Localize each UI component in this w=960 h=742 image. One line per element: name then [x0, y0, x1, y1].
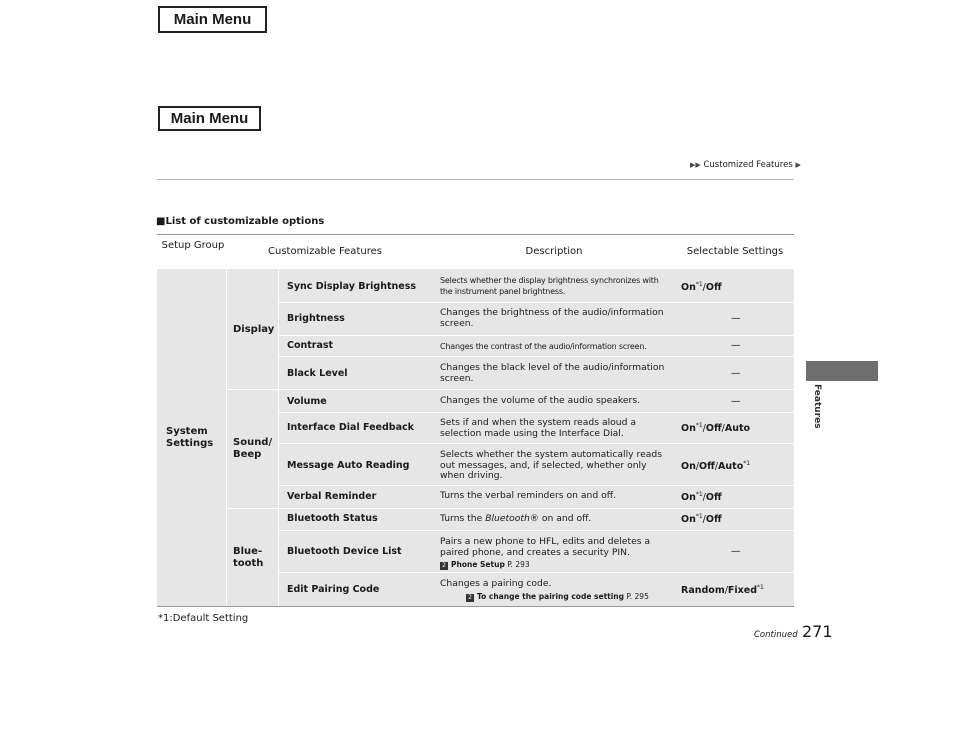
row-divider — [278, 443, 794, 444]
feature-interface-dial-feedback: Interface Dial Feedback — [287, 422, 414, 433]
row-divider — [278, 572, 794, 573]
description: Changes the volume of the audio speakers. — [440, 395, 641, 406]
side-tab-label: Features — [812, 384, 822, 429]
setting-value: — — [731, 313, 741, 324]
footnote: *1:Default Setting — [158, 613, 249, 624]
row-divider — [226, 389, 794, 390]
features-tab[interactable] — [806, 361, 878, 381]
row-divider — [278, 530, 794, 531]
description: Sets if and when the system reads aloud a selection made using the Interface Dial. — [440, 417, 636, 439]
subgroup-display: Display — [233, 324, 275, 335]
subgroup-sound-beep: Sound/ Beep — [233, 437, 273, 460]
feature-contrast: Contrast — [287, 340, 334, 351]
triangle-right-icon: ▶ — [795, 161, 801, 169]
feature-bluetooth-device-list: Bluetooth Device List — [287, 546, 402, 557]
triangle-right-icon: ▶▶ — [690, 161, 701, 169]
reference-arrow-icon: 2 — [440, 562, 448, 570]
column-divider — [278, 269, 279, 607]
description: Changes the contrast of the audio/information screen. — [440, 342, 647, 351]
reference-page: P. 295 — [626, 591, 649, 601]
description-block — [440, 579, 680, 602]
setting-value: — — [731, 546, 741, 557]
breadcrumb-label: Customized Features — [703, 160, 793, 170]
header-divider — [157, 179, 794, 180]
setting-value: — — [731, 368, 741, 379]
row-divider — [278, 302, 794, 303]
setting-value: — — [731, 340, 741, 351]
page-number: 271 — [802, 622, 833, 641]
setting-value: On$^{*1}$/Off — [681, 491, 722, 504]
table-top-border — [157, 234, 794, 235]
description: Pairs a new phone to HFL, edits and deletes a paired phone, and creates a security PIN. — [440, 536, 651, 558]
setting-value: On/Off/Auto$^{*1}$ — [681, 460, 751, 473]
reference-label: To change the pairing code setting — [477, 591, 625, 601]
setting-value: — — [731, 396, 741, 407]
page-reference[interactable] — [466, 592, 680, 603]
column-divider — [226, 269, 227, 607]
page-reference[interactable] — [440, 560, 662, 571]
description-block — [440, 537, 662, 571]
setting-value: On$^{*1}$/Off/Auto — [681, 422, 751, 435]
section-title-text: List of customizable options — [165, 216, 325, 227]
table-bottom-border — [157, 606, 794, 607]
description: Changes the brightness of the audio/information screen. — [440, 307, 664, 329]
row-divider — [278, 412, 794, 413]
main-menu-button-secondary[interactable]: Main Menu — [158, 106, 261, 131]
feature-bluetooth-status: Bluetooth Status — [287, 513, 378, 524]
breadcrumb[interactable] — [690, 160, 801, 170]
header-setup-group: Setup Group — [161, 240, 225, 251]
reference-page: P. 293 — [507, 560, 530, 569]
feature-message-auto-reading: Message Auto Reading — [287, 460, 410, 471]
feature-edit-pairing-code: Edit Pairing Code — [287, 584, 380, 595]
feature-brightness: Brightness — [287, 313, 345, 324]
description: Turns the Bluetooth® on and off. — [440, 513, 592, 524]
group-system-settings: System Settings — [166, 426, 214, 449]
setting-value: Random/Fixed$^{*1}$ — [681, 584, 764, 597]
description: Changes a pairing code. — [440, 578, 552, 589]
feature-black-level: Black Level — [287, 368, 348, 379]
header-settings: Selectable Settings — [686, 246, 784, 257]
continued-label: Continued — [754, 630, 798, 640]
description: Turns the verbal reminders on and off. — [440, 490, 616, 501]
header-features: Customizable Features — [268, 246, 382, 257]
setting-value: On$^{*1}$/Off — [681, 281, 722, 294]
row-divider — [278, 356, 794, 357]
setting-value: On$^{*1}$/Off — [681, 513, 722, 526]
subgroup-bluetooth: Blue- tooth — [233, 546, 264, 569]
main-menu-button[interactable]: Main Menu — [158, 6, 267, 33]
row-divider — [278, 485, 794, 486]
description: Selects whether the system automatically reads out messages, and, if selected, whether only when driving. — [440, 449, 662, 481]
section-title — [156, 216, 324, 227]
description: Changes the black level of the audio/information screen. — [440, 362, 665, 384]
row-divider — [226, 508, 794, 509]
feature-sync-display-brightness: Sync Display Brightness — [287, 281, 417, 292]
description: Selects whether the display brightness synchronizes with the instrument panel brightness. — [440, 276, 659, 296]
feature-volume: Volume — [287, 396, 327, 407]
row-divider — [278, 335, 794, 336]
square-bullet-icon: ■ — [156, 216, 166, 227]
feature-verbal-reminder: Verbal Reminder — [287, 491, 377, 502]
header-description: Description — [525, 246, 583, 257]
reference-arrow-icon: 2 — [466, 594, 474, 602]
reference-label: Phone Setup — [451, 560, 505, 569]
